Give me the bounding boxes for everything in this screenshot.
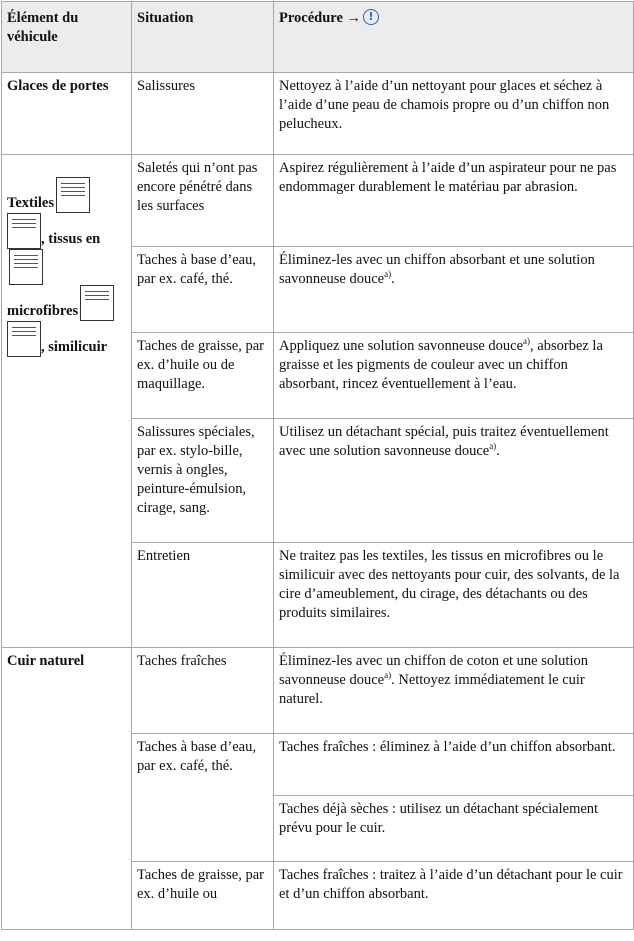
pictogram-icon: [56, 177, 90, 213]
procedure-cell: Appliquez une solution savonneuse douce$^{a)}$, absorbez la graisse et les pigments de couleur avec un chiffon absorbant, rincez éventuellement à l’eau.: [274, 333, 634, 419]
procedure-cell: Taches fraîches : éliminez à l’aide d’un chiffon absorbant.: [274, 734, 634, 796]
situation-cell: Taches fraîches: [132, 648, 274, 734]
situation-cell: Entretien: [132, 543, 274, 648]
situation-cell: Taches à base d’eau, par ex. café, thé.: [132, 734, 274, 862]
element-cell: Glaces de portes: [2, 73, 132, 155]
table-row: [2, 155, 634, 247]
pictogram-icon: [7, 213, 41, 249]
procedure-cell: Nettoyez à l’aide d’un nettoyant pour glaces et séchez à l’aide d’une peau de chamois propre ou d’un chiffon non pelucheux.: [274, 73, 634, 155]
header-element: Élément du véhicule: [2, 2, 132, 73]
warning-icon[interactable]: !: [363, 9, 379, 25]
element-cell: Cuir naturel: [2, 648, 132, 930]
procedure-cell: Taches déjà sèches : utilisez un détachant spécialement prévu pour le cuir.: [274, 796, 634, 862]
procedure-cell: Utilisez un détachant spécial, puis traitez éventuellement avec une solution savonneuse douce$^{a)}$.: [274, 419, 634, 543]
situation-cell: Taches de graisse, par ex. d’huile ou de maquillage.: [132, 333, 274, 419]
situation-cell: Salissures: [132, 73, 274, 155]
situation-cell: Salissures spéciales, par ex. stylo-bille, vernis à ongles, peinture-émulsion, cirage, sang.: [132, 419, 274, 543]
pictogram-icon: [9, 249, 43, 285]
header-procedure: Procédure → !: [274, 2, 634, 73]
table-row: [2, 73, 634, 155]
procedure-cell: Éliminez-les avec un chiffon de coton et une solution savonneuse douce$^{a)}$. Nettoyez immédiatement le cuir naturel.: [274, 648, 634, 734]
header-situation: Situation: [132, 2, 274, 73]
pictogram-icon: [80, 285, 114, 321]
situation-cell: Saletés qui n’ont pas encore pénétré dans les surfaces: [132, 155, 274, 247]
procedure-cell: Éliminez-les avec un chiffon absorbant et une solution savonneuse douce$^{a)}$.: [274, 247, 634, 333]
situation-cell: Taches de graisse, par ex. d’huile ou: [132, 862, 274, 930]
cleaning-table: [1, 1, 634, 930]
header-row: [2, 2, 634, 73]
pictogram-icon: [7, 321, 41, 357]
element-cell-textiles: Textiles , tissus en microfibres , similicuir: [2, 155, 132, 648]
arrow-icon: →: [346, 10, 362, 26]
procedure-cell: Aspirez régulièrement à l’aide d’un aspirateur pour ne pas endommager durablement le matériau par abrasion.: [274, 155, 634, 247]
procedure-cell: Taches fraîches : traitez à l’aide d’un détachant pour le cuir et d’un chiffon absorbant.: [274, 862, 634, 930]
procedure-cell: Ne traitez pas les textiles, les tissus en microfibres ou le similicuir avec des nettoyants pour cuir, des solvants, de la cire d’ameublement, du cirage, des détachants ou des produits similaires.: [274, 543, 634, 648]
table-row: [2, 648, 634, 734]
situation-cell: Taches à base d’eau, par ex. café, thé.: [132, 247, 274, 333]
